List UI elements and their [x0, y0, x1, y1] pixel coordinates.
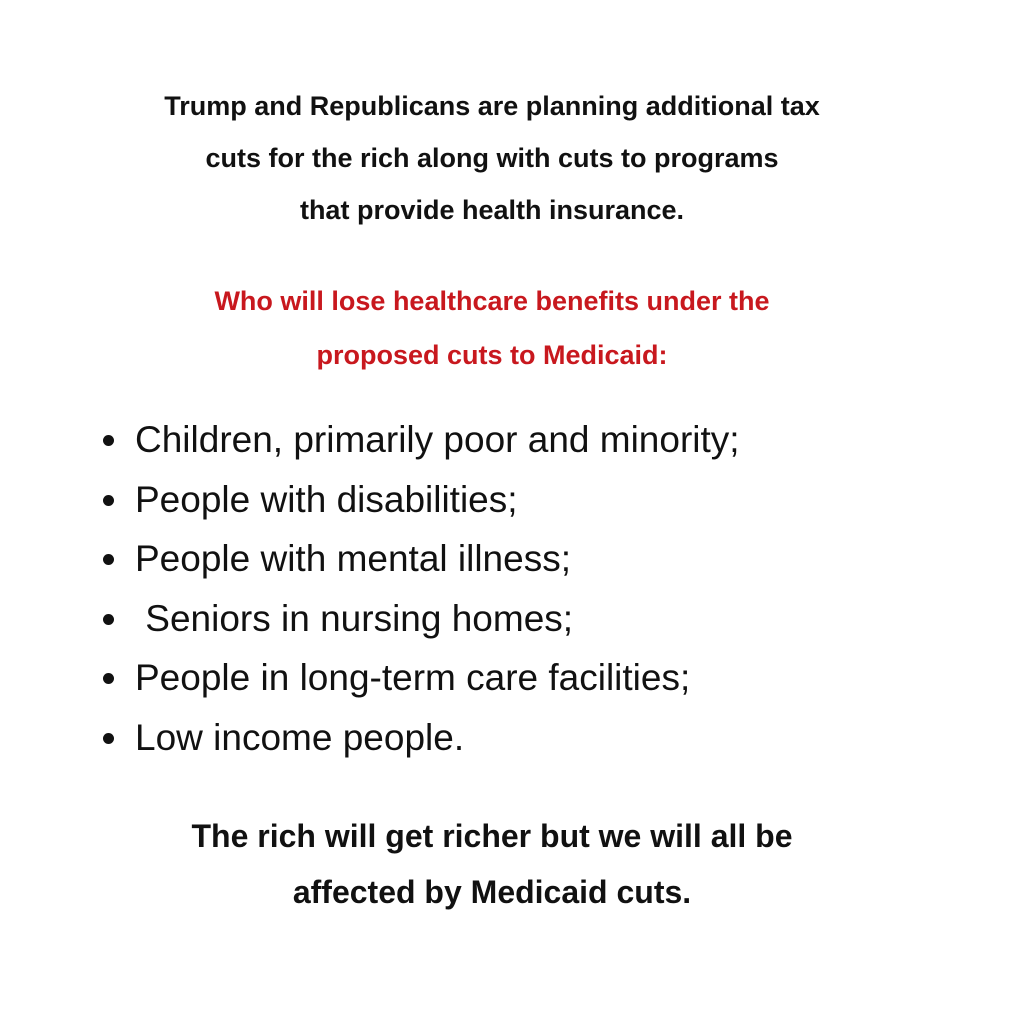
list-item [100, 529, 740, 589]
bullet-icon [103, 435, 114, 446]
list-item-text: Seniors in nursing homes; [135, 597, 574, 639]
intro-line: Trump and Republicans are planning additional tax [164, 91, 820, 121]
list-item [100, 470, 740, 530]
list-item-text: Low income people. [135, 716, 465, 758]
bullet-icon [103, 614, 114, 625]
closing-statement [0, 808, 984, 920]
affected-groups-list [100, 410, 740, 767]
intro-paragraph [0, 80, 984, 236]
bullet-icon [103, 495, 114, 506]
list-item-text: People with mental illness; [135, 538, 571, 579]
intro-line: that provide health insurance. [299, 195, 685, 225]
closing-line: affected by Medicaid cuts. [292, 874, 692, 910]
bullet-icon [103, 733, 114, 744]
list-item-text: Children, primarily poor and minority; [135, 419, 740, 460]
bullet-icon [103, 673, 114, 684]
list-item [100, 708, 740, 768]
intro-line: cuts for the rich along with cuts to programs [205, 143, 779, 173]
list-item-text: People with disabilities; [135, 478, 518, 520]
list-item-text: People in long-term care facilities; [135, 657, 691, 698]
list-item [100, 648, 740, 708]
list-item [100, 410, 740, 470]
heading-line: proposed cuts to Medicaid: [316, 340, 668, 370]
closing-line: The rich will get richer but we will all be [191, 818, 793, 854]
bullet-icon [103, 554, 114, 565]
heading-line: Who will lose healthcare benefits under the [214, 286, 770, 316]
list-heading [0, 274, 984, 382]
list-item [100, 589, 740, 649]
